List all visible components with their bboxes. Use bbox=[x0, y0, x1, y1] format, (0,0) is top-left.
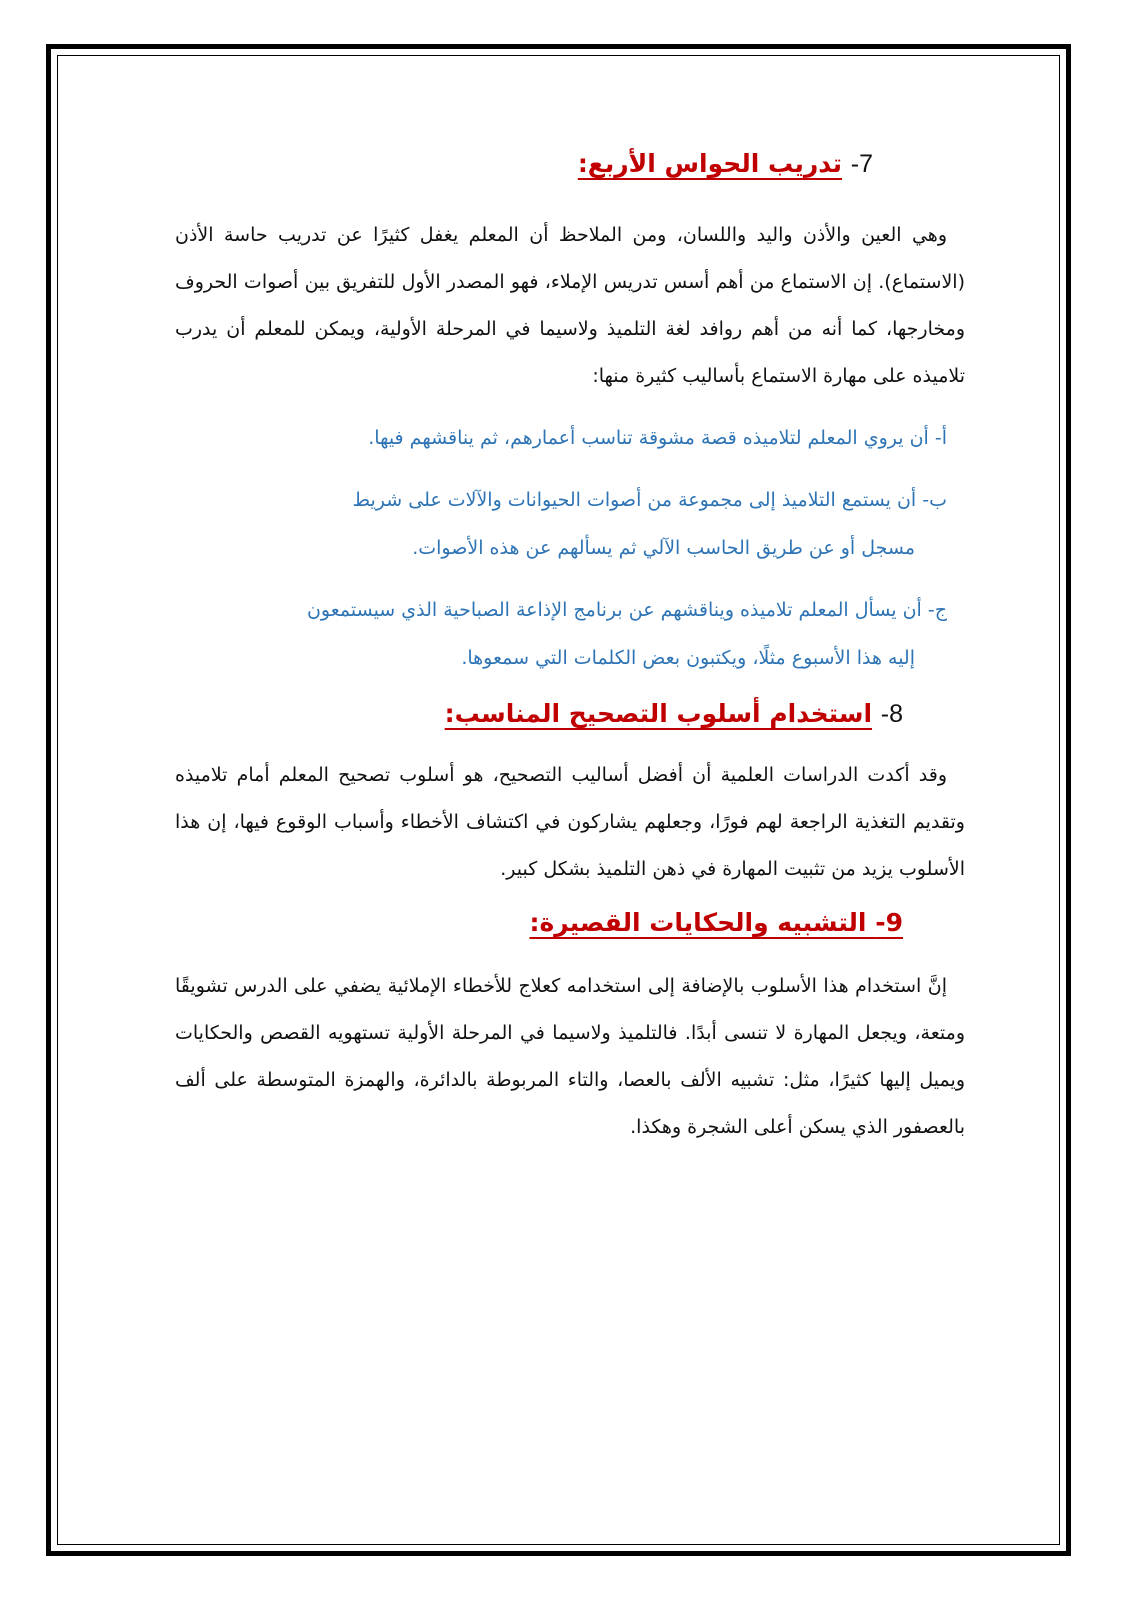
section-7-title: تدريب الحواس الأربع: bbox=[577, 149, 843, 178]
section-7-paragraph-text: وهي العين والأذن واليد واللسان، ومن الملاحظ أن المعلم يغفل كثيرًا عن تدريب حاسة الأذن (الاستماع). إن الاستماع من أهم أسس تدريس الإملاء، فهو المصدر الأول للتفريق بين أصوات الحروف ومخارجها، كما أنه من أهم روافد لغة التلميذ ولاسيما في المرحلة الأولية، ويمكن للمعلم أن يدرب تلاميذه على مهارة الاستماع بأساليب كثيرة منها: bbox=[175, 224, 965, 387]
section-7-item-b-line1: ب- أن يستمع التلاميذ إلى مجموعة من أصوات الحيوانات والآلات على شريط bbox=[352, 489, 947, 511]
section-7-number: 7- bbox=[850, 150, 873, 178]
section-7-paragraph bbox=[175, 212, 965, 400]
section-8-number: 8- bbox=[880, 700, 903, 728]
section-8-heading bbox=[175, 696, 965, 732]
section-8-paragraph bbox=[175, 752, 965, 893]
section-7-item-c-line1: ج- أن يسأل المعلم تلاميذه ويناقشهم عن برنامج الإذاعة الصباحية الذي سيستمعون bbox=[306, 599, 947, 621]
section-7-item-b-line2: مسجل أو عن طريق الحاسب الآلي ثم يسألهم عن هذه الأصوات. bbox=[412, 537, 915, 559]
section-9-title: التشبيه والحكايات القصيرة: bbox=[529, 908, 867, 937]
section-7-item-c bbox=[175, 586, 965, 682]
section-7-item-c-line2: إليه هذا الأسبوع مثلًا، ويكتبون بعض الكلمات التي سمعوها. bbox=[461, 647, 915, 669]
section-9-paragraph bbox=[175, 963, 965, 1151]
document-content bbox=[175, 140, 965, 1151]
section-7-heading bbox=[175, 146, 965, 182]
section-8-title: استخدام أسلوب التصحيح المناسب: bbox=[444, 699, 873, 728]
section-7-item-a bbox=[175, 414, 965, 462]
section-9-paragraph-text: إنَّ استخدام هذا الأسلوب بالإضافة إلى استخدامه كعلاج للأخطاء الإملائية يضفي على الدرس تشويقًا ومتعة، ويجعل المهارة لا تنسى أبدًا. فالتلميذ ولاسيما في المرحلة الأولية تستهويه القصص والحكايات ويميل إليها كثيرًا، مثل: تشبيه الألف بالعصا، والتاء المربوطة بالدائرة، والهمزة المتوسطة على ألف بالعصفور الذي يسكن أعلى الشجرة وهكذا. bbox=[175, 975, 965, 1138]
section-9-title-full bbox=[529, 908, 903, 937]
section-9-number: 9- bbox=[875, 908, 903, 937]
section-7-item-a-text: أ- أن يروي المعلم لتلاميذه قصة مشوقة تناسب أعمارهم، ثم يناقشهم فيها. bbox=[368, 427, 947, 449]
section-9-heading bbox=[175, 905, 965, 941]
section-7-item-b bbox=[175, 476, 965, 572]
section-8-paragraph-text: وقد أكدت الدراسات العلمية أن أفضل أساليب التصحيح، هو أسلوب تصحيح المعلم أمام تلاميذه وتقديم التغذية الراجعة لهم فورًا، وجعلهم يشاركون في اكتشاف الأخطاء وأسباب الوقوع فيها، إن هذا الأسلوب يزيد من تثبيت المهارة في ذهن التلميذ بشكل كبير. bbox=[175, 764, 965, 880]
